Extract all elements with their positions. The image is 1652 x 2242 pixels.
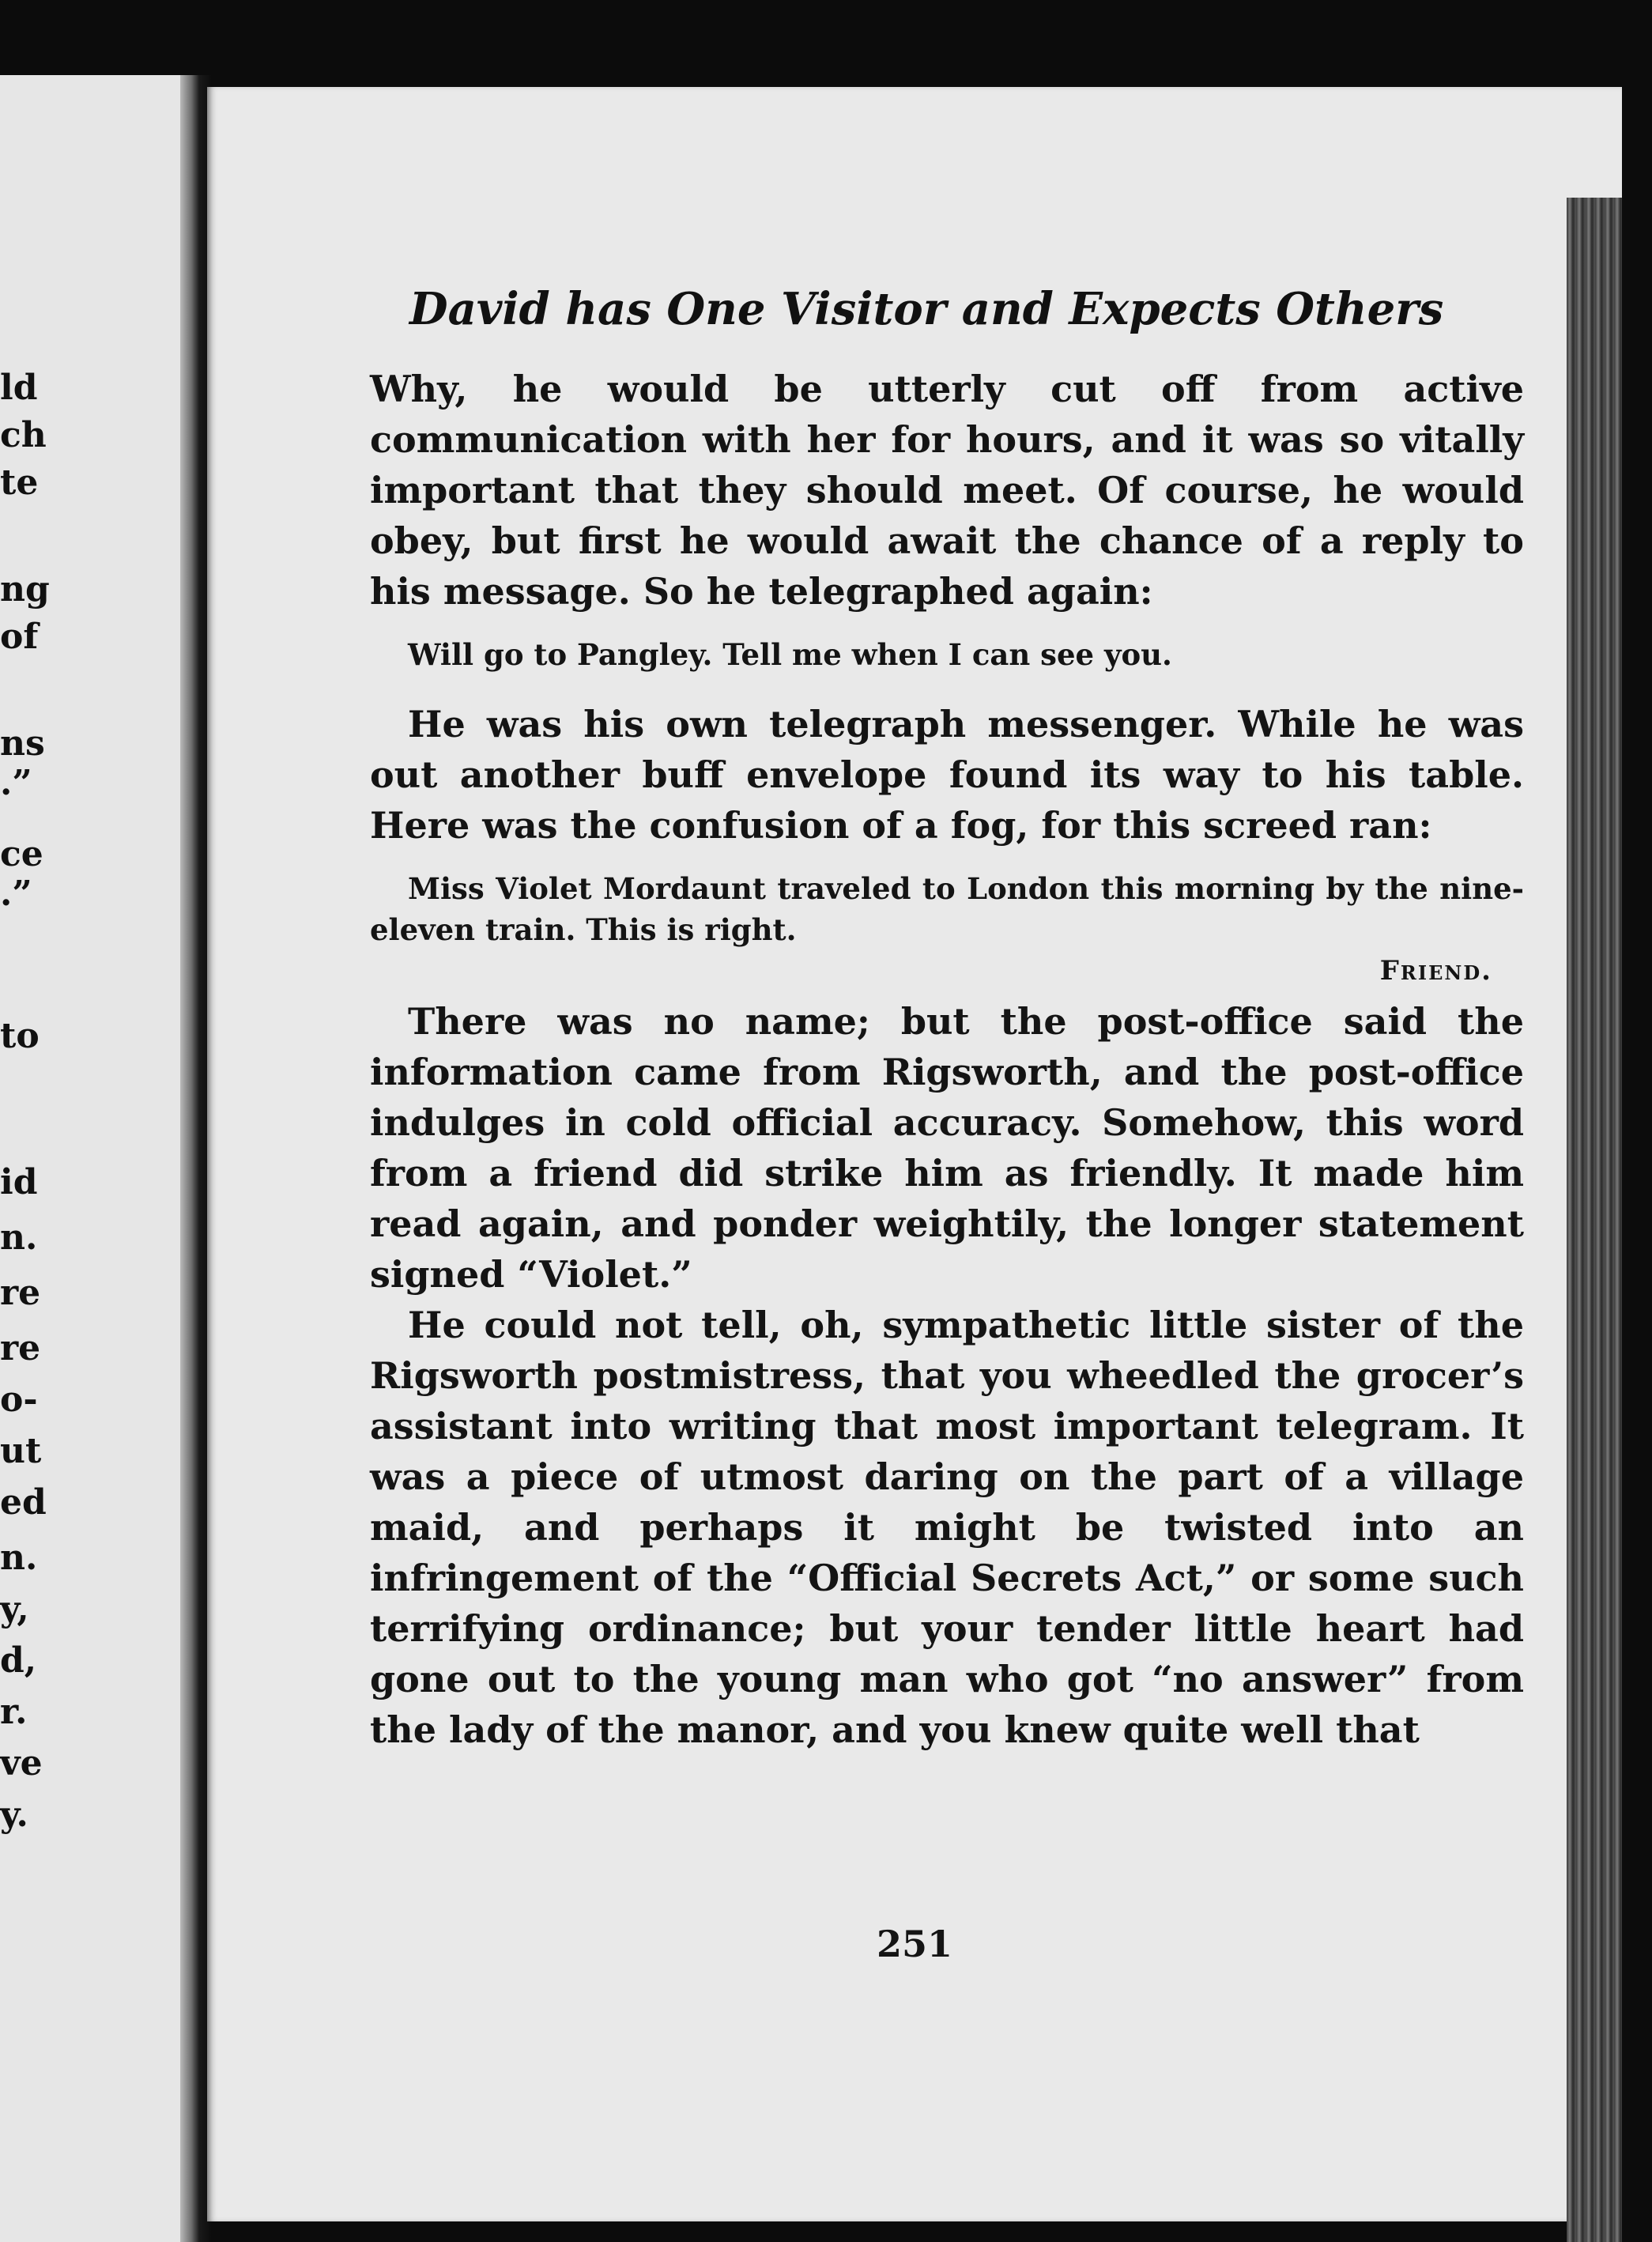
prev-line-fragment: y, <box>0 1589 29 1629</box>
prev-line-fragment: ld <box>0 368 38 408</box>
prev-line-fragment: re <box>0 1273 41 1313</box>
prev-line-fragment: ng <box>0 569 50 610</box>
paragraph: Why, he would be utterly cut off from active communication with her for hours, and it was so vitally important that they should meet. Of course, he would obey, but first he would await the chance of a reply to his message. So he telegraphed again: <box>370 368 1524 613</box>
running-head: David has One Visitor and Expects Others <box>409 283 1444 335</box>
telegram-text: Miss Violet Mordaunt traveled to London this morning by the nine-eleven train. This is right. <box>370 871 1524 947</box>
prev-line-fragment: o- <box>0 1380 38 1420</box>
prev-line-fragment: ch <box>0 415 47 455</box>
prev-line-fragment: id <box>0 1162 38 1202</box>
prev-line-fragment: te <box>0 462 39 503</box>
prev-line-fragment: to <box>0 1016 40 1056</box>
page-number: 251 <box>876 1923 953 1965</box>
telegram-signature: Friend. <box>1379 955 1492 987</box>
prev-line-fragment: y. <box>0 1795 28 1835</box>
prev-line-fragment: re <box>0 1328 41 1368</box>
book-page <box>207 87 1622 2221</box>
prev-line-fragment: ce <box>0 834 43 874</box>
prev-line-fragment: of <box>0 617 39 657</box>
prev-line-fragment: n. <box>0 1538 38 1578</box>
prev-line-fragment: r. <box>0 1692 28 1732</box>
prev-line-fragment: ut <box>0 1431 42 1471</box>
prev-line-fragment: n. <box>0 1217 38 1258</box>
telegram-text: Will go to Pangley. Tell me when I can see you. <box>408 637 1172 672</box>
prev-line-fragment: ns <box>0 723 45 764</box>
prev-line-fragment: ed <box>0 1482 47 1523</box>
paragraph: He was his own telegraph messenger. While he was out another buff envelope found its way to his table. Here was the confusion of a fog, for this screed ran: <box>370 703 1524 847</box>
prev-line-fragment: ve <box>0 1743 43 1783</box>
prev-line-fragment: .” <box>0 874 32 914</box>
prev-line-fragment: d, <box>0 1640 37 1681</box>
previous-page-edge <box>0 75 198 2242</box>
prev-line-fragment: .” <box>0 763 32 803</box>
paragraph: He could not tell, oh, sympathetic little sister of the Rigsworth postmistress, that you wheedled the grocer’s assistant into writing that most important telegram. It was a piece of utmost daring on the part of a village maid, and perhaps it might be twisted into an infringement of the “Official Secrets Act,” or some such terrifying ordinance; but your tender little heart had gone out to the young man who got “no answer” from the lady of the manor, and you knew quite well that <box>370 1304 1524 1751</box>
page-body <box>370 364 1524 1755</box>
paragraph: There was no name; but the post-office said the information came from Rigsworth, and the post-office indulges in cold official accuracy. Somehow, this word from a friend did strike him as friendly. It made him read again, and ponder weightily, the longer statement signed “Violet.” <box>370 1000 1524 1296</box>
